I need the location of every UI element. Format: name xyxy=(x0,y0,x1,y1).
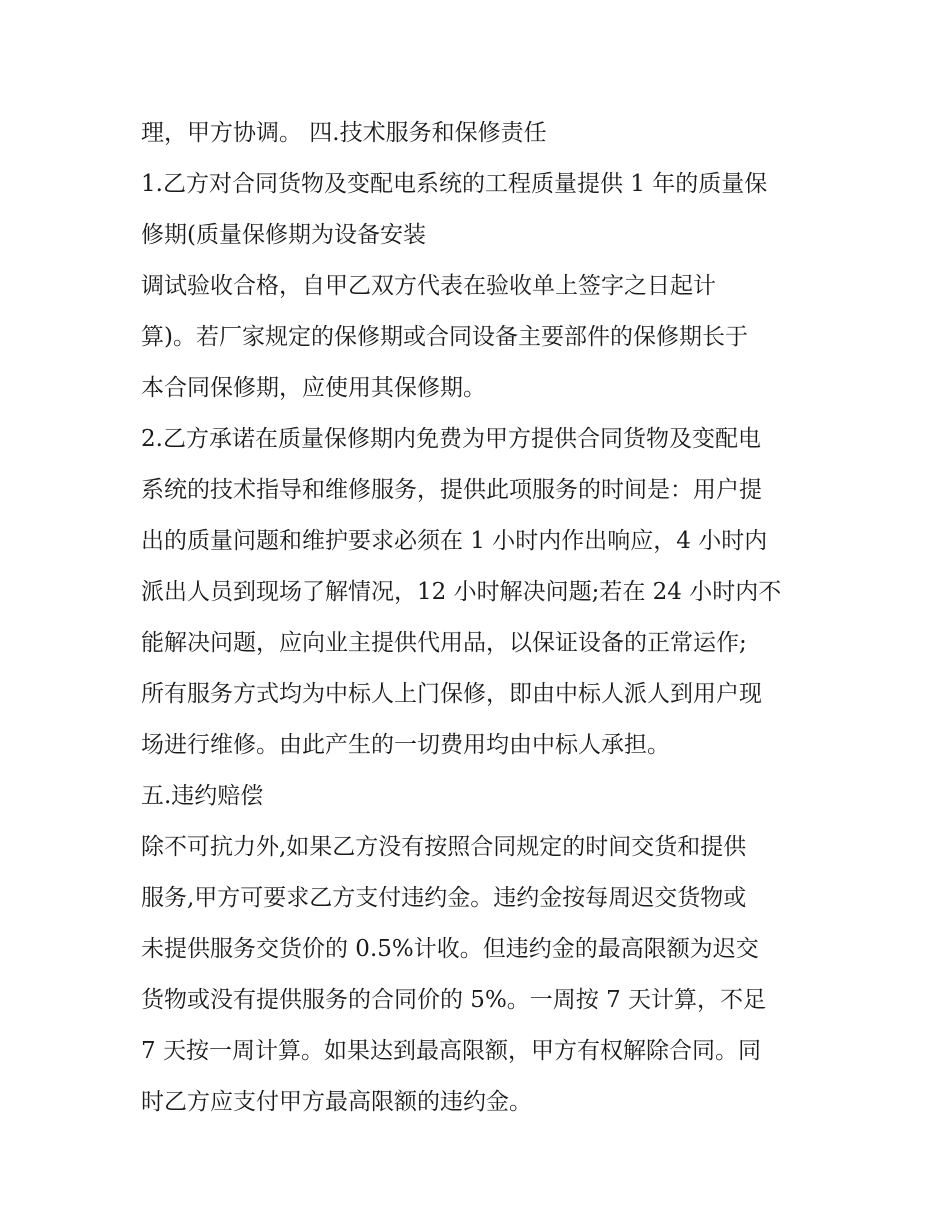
text-line: 所有服务方式均为中标人上门保修，即由中标人派人到用户现 xyxy=(141,681,762,707)
text-line: 1.乙方对合同货物及变配电系统的工程质量提供 1 年的质量保 xyxy=(141,171,768,197)
text-line: 调试验收合格，自甲乙双方代表在验收单上签字之日起计 xyxy=(141,273,716,299)
text-line: 理，甲方协调。 四.技术服务和保修责任 xyxy=(141,120,547,146)
text-line: 除不可抗力外,如果乙方没有按照合同规定的时间交货和提供 xyxy=(141,834,747,860)
text-line: 派出人员到现场了解情况，12 小时解决问题;若在 24 小时内不 xyxy=(141,579,782,605)
section-heading: 五.违约赔偿 xyxy=(141,783,264,809)
document-body xyxy=(141,108,831,1128)
text-line: 出的质量问题和维护要求必须在 1 小时内作出响应，4 小时内 xyxy=(141,528,768,554)
text-line: 能解决问题，应向业主提供代用品，以保证设备的正常运作; xyxy=(141,630,747,656)
text-line: 服务,甲方可要求乙方支付违约金。违约金按每周迟交货物或 xyxy=(141,885,747,911)
text-line: 本合同保修期，应使用其保修期。 xyxy=(141,375,486,401)
text-line: 场进行维修。由此产生的一切费用均由中标人承担。 xyxy=(141,732,670,758)
text-line: 2.乙方承诺在质量保修期内免费为甲方提供合同货物及变配电 xyxy=(141,426,761,452)
text-line: 未提供服务交货价的 0.5%计收。但违约金的最高限额为迟交 xyxy=(141,936,759,962)
text-line: 货物或没有提供服务的合同价的 5%。一周按 7 天计算，不足 xyxy=(141,987,767,1013)
text-line: 时乙方应支付甲方最高限额的违约金。 xyxy=(141,1089,532,1115)
text-line: 修期(质量保修期为设备安装 xyxy=(141,222,426,248)
text-line: 7 天按一周计算。如果达到最高限额，甲方有权解除合同。同 xyxy=(141,1038,761,1064)
text-line: 算)。若厂家规定的保修期或合同设备主要部件的保修期长于 xyxy=(141,324,748,350)
text-line: 系统的技术指导和维修服务，提供此项服务的时间是：用户提 xyxy=(141,477,762,503)
